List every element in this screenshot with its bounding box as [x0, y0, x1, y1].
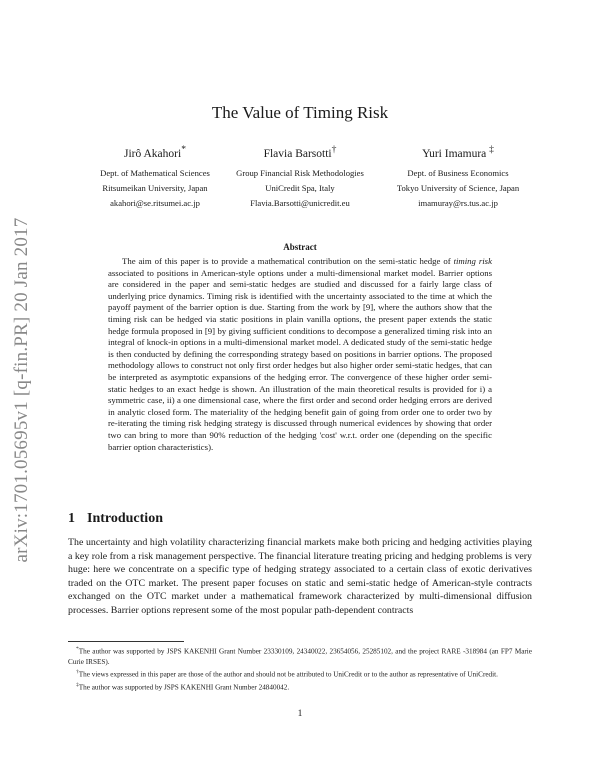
author-block-3	[368, 142, 548, 211]
author-name: Jirô Akahori*	[124, 144, 186, 160]
author-affiliation: UniCredit Spa, Italy	[265, 182, 335, 193]
author-name: Yuri Imamura ‡	[422, 144, 494, 160]
footnote: ‡The author was supported by JSPS KAKENHI Grant Number 24840042.	[76, 681, 290, 692]
footnote: †The views expressed in this paper are those of the author and should not be attributed to UniCredit or to the author as representative of UniCredit.	[76, 668, 498, 679]
introduction-paragraph: The uncertainty and high volatility characterizing financial markets make both pricing and hedging activities playing a key role from a risk management perspective. The financial literature treating pricing and hedging problems is very huge: here we concentrate on a specific type of hedging strategy associated to a certain class of exotic derivatives traded on the OTC market. The present paper focuses on static and semi-static hedge of American-style contracts exchanged on the OTC market under a mathematical framework characterized by multi-dimensional diffusion processes. Barrier options represent some of the most popular path-dependent contracts	[68, 537, 532, 616]
author-email[interactable]: akahori@se.ritsumei.ac.jp	[110, 197, 200, 208]
page-number: 1	[297, 709, 303, 719]
footnote-rule	[68, 641, 184, 642]
footnotes	[68, 644, 532, 692]
arxiv-identifier[interactable]: arXiv:1701.05695v1 [q-fin.PR] 20 Jan 2017	[11, 217, 32, 563]
paper-title: The Value of Timing Risk	[211, 103, 389, 122]
abstract-emphasis: timing risk	[453, 256, 492, 266]
abstract-heading: Abstract	[283, 242, 317, 252]
author-dept: Group Financial Risk Methodologies	[236, 167, 364, 178]
author-email[interactable]: imamuray@rs.tus.ac.jp	[418, 197, 498, 208]
abstract-body: The aim of this paper is to provide a mathematical contribution on the semi-static hedge of timing risk associated to positions in American-style options under a multi-dimensional market model. Barrier options are considered in the paper and semi-static hedges are studied and discussed for a fairly large class of underlying price dynamics. Timing risk is identified with the uncertainty associated to the time at which the payoff payment of the barrier option is due. Starting from the work by [9], where the authors show that the timing risk can be hedged via static positions in plain vanilla options, the present paper extends the static hedge formula proposed in [9] by giving sufficient conditions to decompose a generalized timing risk into an integral of knock-in options in a multi-dimensional market model. A dedicated study of the semi-static hedge is then conducted by defining the corresponding strategy based on positions in barrier options. The proposed methodology allows to construct not only first order hedges but also higher order semi-static hedges, that can be interpreted as asymptotic expansions of the hedging error. The convergence of these higher order semi-static hedges to an exact hedge is shown. An illustration of the main theoretical results is provided for i) a symmetric case, ii) a one dimensional case, where the first order and second order hedging errors are derived in analytic closed form. The materiality of the hedging benefit gain of going from order one to order two by re-iterating the timing risk hedging strategy is discussed through numerical evidences by showing that order two can bring to more than 90% reduction of the hedging 'cost' w.r.t. order one (depending on the specific barrier option characteristics).	[108, 256, 492, 452]
author-name: Flavia Barsotti†	[263, 144, 337, 160]
footnote: *The author was supported by JSPS KAKENHI Grant Number 23330109, 24340022, 23654056, 25285102, and the project RARE -318984 (an FP7 Marie Curie IRSES).	[68, 646, 532, 666]
section-number: 1	[68, 511, 75, 526]
section-heading	[68, 511, 163, 527]
author-affiliation: Ritsumeikan University, Japan	[102, 182, 208, 193]
author-email[interactable]: Flavia.Barsotti@unicredit.eu	[250, 197, 350, 208]
author-block-2	[210, 142, 390, 211]
author-dept: Dept. of Mathematical Sciences	[100, 167, 210, 178]
author-affiliation: Tokyo University of Science, Japan	[396, 182, 520, 193]
author-dept: Dept. of Business Economics	[407, 167, 509, 178]
section-title: Introduction	[87, 511, 163, 526]
